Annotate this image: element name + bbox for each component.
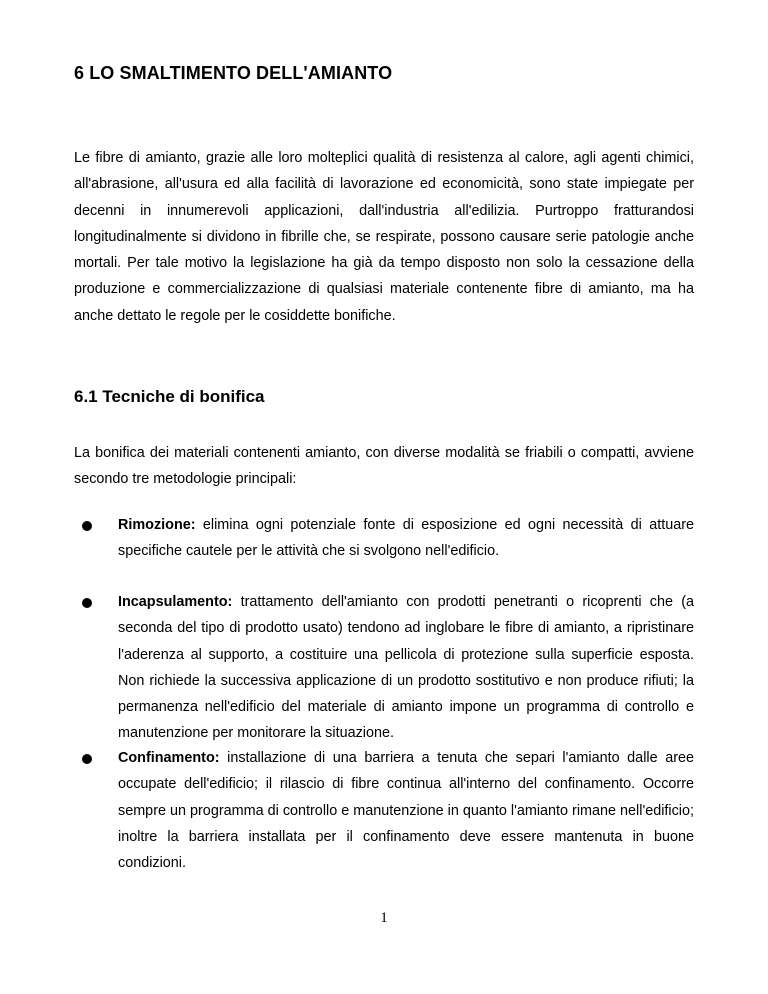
list-item	[118, 745, 694, 876]
method-term: Rimozione:	[118, 517, 196, 533]
bullet-icon	[82, 598, 92, 608]
method-term: Incapsulamento:	[118, 594, 233, 610]
method-description: elimina ogni potenziale fonte di esposizione ed ogni necessità di attuare specifiche cautele per le attività che si svolgono nell'edificio.	[118, 517, 694, 560]
list-item	[118, 512, 694, 565]
intro-paragraph: Le fibre di amianto, grazie alle loro molteplici qualità di resistenza al calore, agli agenti chimici, all'abrasione, all'usura ed alla facilità di lavorazione ed economicità, sono state impiegate per decenni in innumerevoli applicazioni, dall'industria all'edilizia. Purtroppo fratturandosi longitudinalmente si dividono in fibrille che, se respirate, possono causare serie patologie anche mortali. Per tale motivo la legislazione ha già da tempo disposto non solo la cessazione della produzione e commercializzazione di qualsiasi materiale contenente fibre di amianto, ma ha anche dettato le regole per le cosiddette bonifiche.	[74, 150, 694, 324]
method-term: Confinamento:	[118, 750, 220, 766]
bullet-icon	[82, 521, 92, 531]
section-lead-paragraph: La bonifica dei materiali contenenti amianto, con diverse modalità se friabili o compatti, avviene secondo tre metodologie principali:	[74, 445, 694, 488]
page-number: 1	[380, 910, 388, 926]
list-item	[118, 589, 694, 747]
method-description: trattamento dell'amianto con prodotti penetranti o ricoprenti che (a seconda del tipo di prodotto usato) tendono ad inglobare le fibre di amianto, a ripristinare l'aderenza al supporto, a costituire una pellicola di protezione sulla superficie esposta. Non richiede la successiva applicazione di un prodotto sostitutivo e non produce rifiuti; la permanenza nell'edificio del materiale di amianto impone un programma di controllo e manutenzione per monitorare la situazione.	[118, 594, 694, 742]
chapter-title: 6 LO SMALTIMENTO DELL'AMIANTO	[74, 63, 393, 83]
section-title: 6.1 Tecniche di bonifica	[74, 387, 265, 406]
bullet-icon	[82, 754, 92, 764]
method-description: installazione di una barriera a tenuta che separi l'amianto dalle aree occupate dell'edificio; il rilascio di fibre continua all'interno del confinamento. Occorre sempre un programma di controllo e manutenzione in quanto l'amianto rimane nell'edificio; inoltre la barriera installata per il confinamento deve essere mantenuta in buone condizioni.	[118, 750, 694, 872]
